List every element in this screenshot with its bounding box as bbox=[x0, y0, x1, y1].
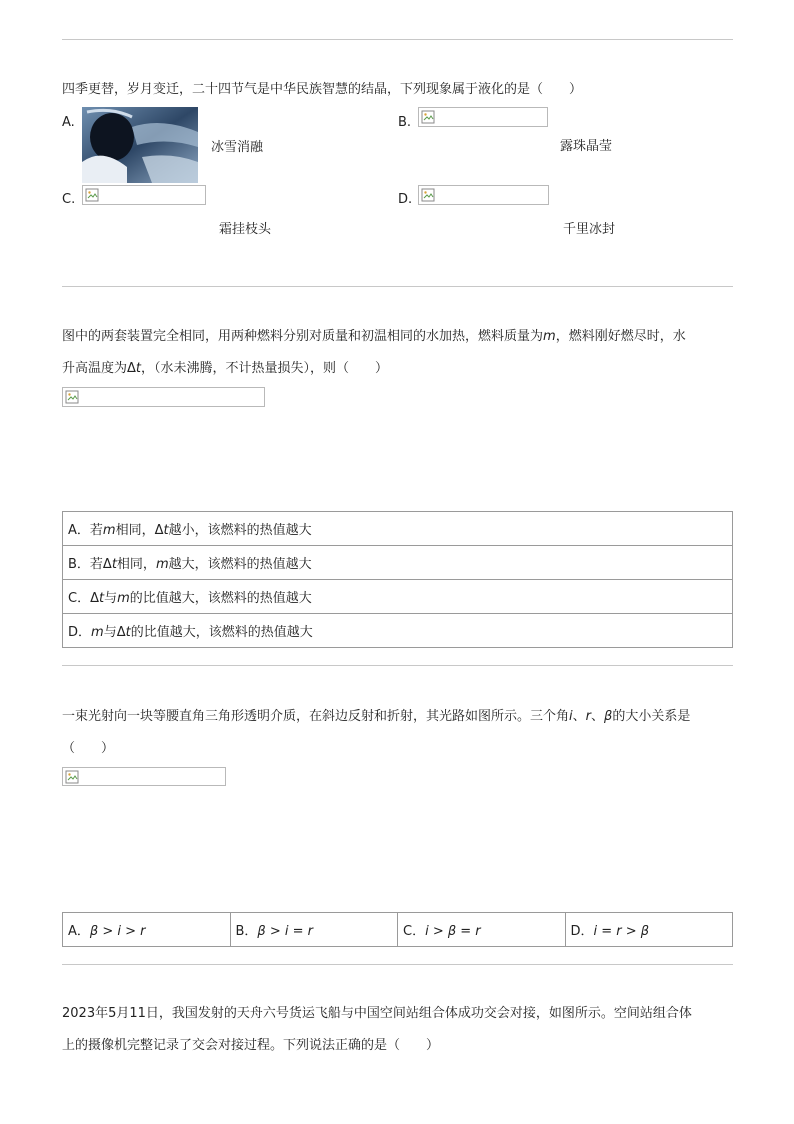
broken-image-icon bbox=[65, 390, 79, 404]
question-3-stem bbox=[62, 701, 734, 765]
option-d-letter: D. bbox=[398, 192, 413, 207]
option-cell[interactable]: C．i > β = r bbox=[398, 913, 566, 947]
option-cell[interactable]: B．β > i = r bbox=[230, 913, 398, 947]
option-c-image bbox=[82, 185, 206, 205]
option-b-image bbox=[418, 107, 548, 127]
broken-image-icon bbox=[421, 188, 435, 202]
question-2-line-2: 升高温度为Δt，（水未沸腾，不计热量损失），则（ ） bbox=[62, 361, 389, 376]
option-cell[interactable]: A．若m相同，Δt越小，该燃料的热值越大 bbox=[63, 512, 733, 546]
question-4-stem bbox=[62, 998, 734, 1062]
option-cell[interactable]: A．β > i > r bbox=[63, 913, 231, 947]
section-divider bbox=[62, 39, 733, 40]
option-d-caption: 千里冰封 bbox=[563, 222, 616, 237]
option-a-caption: 冰雪消融 bbox=[211, 140, 264, 155]
question-1-stem: 四季更替，岁月变迁，二十四节气是中华民族智慧的结晶，下列现象属于液化的是（ ） bbox=[62, 82, 583, 97]
section-divider bbox=[62, 665, 733, 666]
option-b-caption: 露珠晶莹 bbox=[560, 139, 613, 154]
question-2-figure bbox=[62, 387, 265, 407]
section-divider bbox=[62, 964, 733, 965]
question-3-line-1: 一束光射向一块等腰直角三角形透明介质，在斜边反射和折射，其光路如图所示。三个角i、r、β的大小关系是 bbox=[62, 709, 691, 724]
option-c-letter: C. bbox=[62, 192, 76, 207]
option-cell[interactable]: C．Δt与m的比值越大，该燃料的热值越大 bbox=[63, 580, 733, 614]
option-a-photo bbox=[82, 107, 198, 183]
question-2-options-table bbox=[62, 511, 733, 648]
option-a-letter: A. bbox=[62, 115, 75, 130]
question-2-stem bbox=[62, 321, 734, 385]
broken-image-icon bbox=[85, 188, 99, 202]
question-3-options-table bbox=[62, 912, 733, 947]
question-4-line-1: 2023年5月11日，我国发射的天舟六号货运飞船与中国空间站组合体成功交会对接，如图所示。空间站组合体 bbox=[62, 1006, 692, 1021]
question-3-figure bbox=[62, 767, 226, 786]
question-3-line-2: （ ） bbox=[62, 741, 115, 756]
option-b-letter: B. bbox=[398, 115, 412, 130]
question-2-line-1: 图中的两套装置完全相同，用两种燃料分别对质量和初温相同的水加热，燃料质量为m，燃料刚好燃尽时，水 bbox=[62, 329, 686, 344]
broken-image-icon bbox=[65, 770, 79, 784]
option-c-caption: 霜挂枝头 bbox=[219, 222, 272, 237]
option-d-image bbox=[418, 185, 549, 205]
broken-image-icon bbox=[421, 110, 435, 124]
option-cell[interactable]: D．i = r > β bbox=[565, 913, 733, 947]
section-divider bbox=[62, 286, 733, 287]
question-4-line-2: 上的摄像机完整记录了交会对接过程。下列说法正确的是（ ） bbox=[62, 1038, 440, 1053]
option-cell[interactable]: B．若Δt相同，m越大，该燃料的热值越大 bbox=[63, 546, 733, 580]
option-cell[interactable]: D．m与Δt的比值越大，该燃料的热值越大 bbox=[63, 614, 733, 648]
